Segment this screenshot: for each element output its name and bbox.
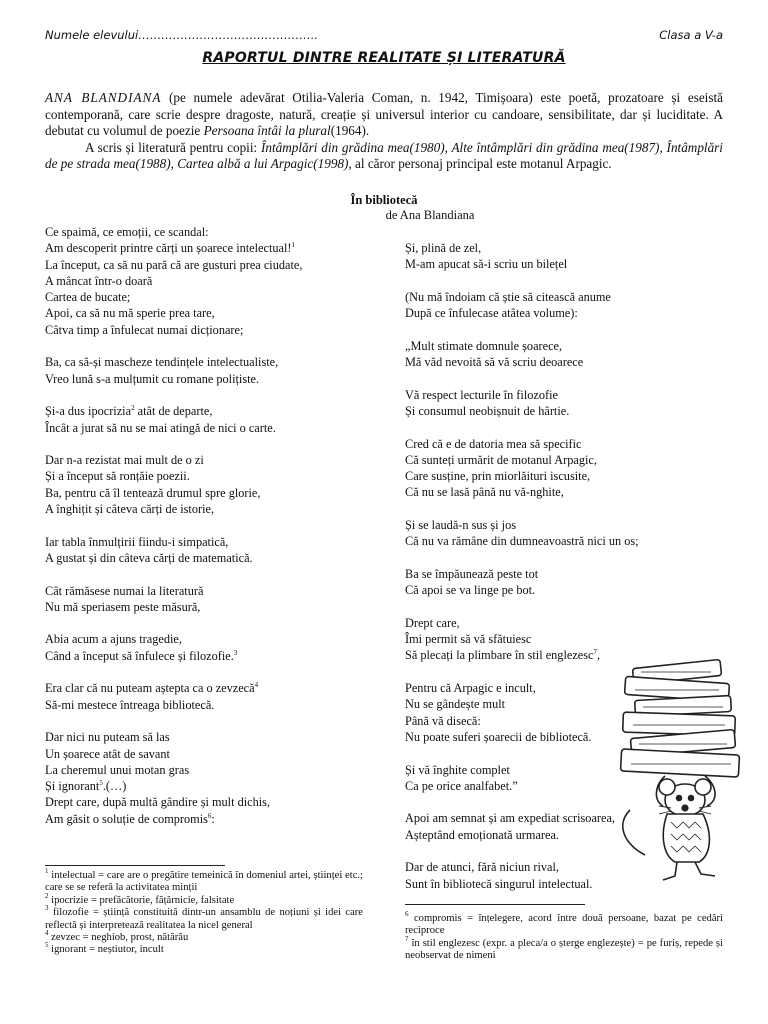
poem-line-text: atât de departe,: [134, 404, 213, 419]
footnote: [45, 891, 363, 907]
footnote-number: 5: [45, 941, 49, 950]
intro-text-2: A scris și literatură pentru copii:: [85, 139, 261, 155]
poem-line: [45, 289, 385, 305]
poem-line: [45, 273, 385, 289]
stanza-break: [45, 338, 385, 354]
footnote-text: ipocrizie = prefăcătorie, fățărnicie, falsitate: [48, 894, 235, 906]
poem-line-text: Ba, pentru că îl tentează drumul spre glorie,: [45, 485, 261, 500]
poem-line: [45, 485, 385, 501]
poem-author: de Ana Blandiana: [385, 208, 475, 222]
footnote-text: filozofie = știință constituită dintr-un ansamblu de noțiuni și idei care reflectă și interpretează realitatea la nicel general: [45, 907, 363, 931]
footnote-ref: 2: [131, 404, 135, 413]
poem-line: [405, 631, 750, 647]
footnote-ref: 7: [593, 648, 597, 657]
poem-line: [45, 631, 385, 647]
poem-line-text: Să plecați la plimbare în stil englezesc: [405, 648, 594, 663]
poem-line-text: Când a început să înfulece și filozofie.: [45, 648, 234, 663]
poem-title: În bibliotecă: [350, 193, 418, 207]
poem-line: [405, 533, 750, 549]
poem-line-text: Nu mă speriasem peste măsură,: [45, 599, 201, 614]
poem-line: [405, 240, 750, 256]
poem-line-text: Să-mi mestece întreaga bibliotecă.: [45, 697, 215, 712]
poem-line: [45, 322, 385, 338]
poem-line: [45, 354, 385, 370]
footnote-number: 4: [45, 929, 49, 938]
class-label: Clasa a V-a: [659, 28, 723, 42]
poem-line: [45, 534, 385, 550]
poem-line: [45, 452, 385, 468]
poem-line: [45, 811, 385, 827]
stanza-break: [45, 615, 385, 631]
author-intro: [45, 90, 723, 173]
poem-line-text: Cartea de bucate;: [45, 290, 131, 305]
poem-line: [405, 289, 750, 305]
poem-line: [405, 305, 750, 321]
poem-line: [45, 729, 385, 745]
footnote: [45, 904, 363, 932]
poem-line-text: Că sunteți urmărit de motanul Arpagic,: [405, 452, 597, 467]
poem-line-text: Am descoperit printre cărți un șoarece intelectual!: [45, 241, 292, 256]
stanza-break: [405, 599, 750, 615]
poem-line: [45, 762, 385, 778]
poem-line-text: Sunt în bibliotecă singurul intelectual.: [405, 876, 593, 891]
poem-line-text: Că nu va rămâne din dumneavoastră nici un os;: [405, 534, 639, 549]
poem-line-text: Apoi am semnat și am expediat scrisoarea,: [405, 811, 616, 826]
poem-line-text: Și se laudă-n sus și jos: [405, 518, 517, 533]
poem-line: [405, 517, 750, 533]
stanza-break: [405, 321, 750, 337]
intro-paragraph-1: [45, 90, 723, 140]
poem-line: [45, 501, 385, 517]
debut-year: (1964).: [330, 123, 370, 138]
footnote-number: 3: [45, 904, 49, 913]
poem-line-text: Încât a jurat să nu se mai atingă de nici o carte.: [45, 420, 276, 435]
footnotes-right: [405, 910, 723, 963]
poem-line-text: Dar n-a rezistat mai mult de o zi: [45, 453, 204, 468]
stanza-break: [405, 501, 750, 517]
poem-line-text: Dar nici nu puteam să las: [45, 730, 170, 745]
poem-line-text: După ce înfulecase atâtea volume):: [405, 306, 578, 321]
poem-line: [405, 468, 750, 484]
poem-line-text: (Nu mă îndoiam că știe să citească anume: [405, 289, 611, 304]
poem-line-text: Și ignorant: [45, 779, 100, 794]
poem-line-text: Era clar că nu puteam aștepta ca o zevzecă: [45, 681, 255, 696]
poem-line-text: „Mult stimate domnule șoarece,: [405, 338, 563, 353]
footnote-number: 6: [405, 910, 409, 918]
footnote: [45, 867, 363, 895]
poem-line-text: Așteptând emoționată urmarea.: [405, 827, 559, 842]
footnote-text: ignorant = neștiutor, incult: [48, 944, 164, 956]
poem-line: [45, 648, 385, 664]
poem-line: [405, 615, 750, 631]
poem-line-text: :: [211, 811, 215, 826]
stanza-break: [45, 436, 385, 452]
poem-line: [45, 371, 385, 387]
poem-line-text: Dar de atunci, fără niciun rival,: [405, 860, 559, 875]
footnote-ref: 6: [207, 811, 212, 820]
poem-line-text: A gustat și din câteva cărți de matematică.: [45, 550, 253, 565]
poem-line: [405, 582, 750, 598]
poem-line-text: Apoi, ca să nu mă sperie prea tare,: [45, 306, 215, 321]
poem-line-text: Ba, ca să-și mascheze tendințele intelectualiste,: [45, 355, 279, 370]
poem-line: [45, 550, 385, 566]
poem-line-text: Cred că e de datoria mea să specific: [405, 436, 582, 451]
footnote-number: 7: [405, 934, 409, 943]
poem-line-text: Abia acum a ajuns tragedie,: [45, 632, 182, 647]
poem-line: [45, 305, 385, 321]
poem-line-text: Am găsit o soluție de compromis: [45, 811, 208, 826]
poem-line-text: Ca pe orice analfabet.”: [405, 778, 518, 793]
footnote-number: 1: [45, 867, 49, 875]
poem-line: [45, 240, 385, 256]
poem-line: [45, 420, 385, 436]
poem-line-text: Îmi permit să vă sfătuiesc: [405, 632, 532, 647]
poem-line-text: A înghițit și câteva cărți de istorie,: [45, 502, 215, 517]
footnote: [45, 941, 363, 956]
poem-line: [45, 599, 385, 615]
poem-line-text: Și vă înghite complet: [405, 762, 510, 777]
stanza-break: [45, 517, 385, 533]
poem-line: [405, 566, 750, 582]
poem-line-text: Și a început să ronțăie poezii.: [45, 469, 190, 484]
footnote-ref: 1: [291, 241, 296, 250]
poem-line-text: La început, ca să nu pară că are gusturi prea ciudate,: [45, 257, 303, 272]
poem-line: [405, 436, 750, 452]
poem-line-text: Care susține, prin miorlăituri iscusite,: [405, 469, 591, 484]
intro-text-3: al căror personaj principal este motanul Arpagic.: [351, 156, 612, 171]
poem-line-text: Și consumul neobișnuit de hârtie.: [405, 403, 570, 418]
poem-line: [45, 468, 385, 484]
poem-line: [45, 680, 385, 696]
stanza-break: [405, 550, 750, 566]
poem-line-text: M-am apucat să-i scriu un bilețel: [405, 257, 568, 272]
poem-line: [45, 794, 385, 810]
poem-line: [405, 338, 750, 354]
footnote-text: intelectual = care are o pregătire temeinică în domeniul artei, științei etc.; care se se referă la activitatea minții: [45, 870, 363, 894]
poem-line: [405, 484, 750, 500]
poem-line-text: Mă văd nevoită să vă scriu deoarece: [405, 355, 584, 370]
page-title: RAPORTUL DINTRE REALITATE ȘI LITERATURĂ: [202, 50, 566, 66]
poem-line-text: Și-a dus ipocrizia: [45, 404, 132, 419]
footnotes-left: [45, 867, 363, 957]
poem-line-text: Nu poate suferi șoarecii de bibliotecă.: [405, 729, 592, 744]
poem-line-text: Drept care, după multă gândire și mult dichis,: [45, 795, 271, 810]
poem-line-text: Pentru că Arpagic e incult,: [405, 681, 536, 696]
poem-line: [45, 778, 385, 794]
children-books: Întâmplări din grădina mea(1980), Alte întâmplări din grădina mea(1987), Întâmplări de pe strada mea(1988), Cartea albă a lui Arpagic(1998),: [45, 139, 723, 171]
poem-line-text: A mâncat într-o doară: [45, 273, 153, 288]
poem-line-text: .(…): [102, 779, 127, 794]
footnote-number: 2: [45, 891, 49, 900]
poem-line-text: Un șoarece atât de savant: [45, 746, 170, 761]
poem-line-text: Și, plină de zel,: [405, 241, 482, 255]
footnote-ref: 4: [254, 681, 259, 690]
footnote-ref: 3: [233, 648, 238, 657]
poem-line-text: Vă respect lecturile în filozofie: [405, 387, 558, 402]
poem-line-text: Vreo lună s-a mulțumit cu romane polițiste.: [45, 371, 260, 386]
intro-paragraph-2: [45, 140, 723, 173]
poem-line: [405, 387, 750, 403]
footnote-ref: 5: [99, 779, 103, 788]
poem-line-text: Că apoi se va linge pe bot.: [405, 583, 536, 598]
poem-line-text: Ba se împăunează peste tot: [405, 566, 539, 581]
poem-line-text: Drept care,: [405, 615, 460, 630]
poem-line: [45, 257, 385, 273]
poem-line-text: Până vă disecă:: [405, 713, 481, 728]
footnote-text: zevzec = neghiob, prost, nătărău: [48, 932, 189, 944]
stanza-break: [405, 419, 750, 435]
poem-line: [405, 403, 750, 419]
footnote-divider-right: [405, 904, 585, 905]
poem-left-column: [45, 224, 385, 827]
footnote: [45, 929, 363, 944]
stanza-break: [45, 664, 385, 680]
mouse-carrying-books-icon: [605, 650, 765, 890]
poem-line: [405, 354, 750, 370]
footnote: [405, 910, 723, 938]
poem-line: [45, 746, 385, 762]
poem-line-text: Câtva timp a înfulecat numai dicționare;: [45, 322, 244, 337]
footnote-text: în stil englezesc (expr. a pleca/a o șterge englezește) = pe furiș, repede și neobservat de nimeni: [405, 937, 723, 962]
stanza-break: [45, 566, 385, 582]
footnote: [405, 934, 723, 963]
poem-line: [45, 583, 385, 599]
poem-line: [45, 224, 385, 240]
stanza-break: [45, 713, 385, 729]
stanza-break: [405, 273, 750, 289]
poem-line-text: Ce spaimă, ce emoții, ce scandal:: [45, 225, 209, 239]
poem-line-text: La cheremul unui motan gras: [45, 762, 190, 777]
stanza-break: [45, 387, 385, 403]
poem-line-text: Că nu se lasă până nu vă-nghite,: [405, 485, 564, 500]
poem-line: [405, 452, 750, 468]
poem-line: [405, 256, 750, 272]
poem-line: [45, 403, 385, 419]
poem-line-text: Cât rămăsese numai la literatură: [45, 583, 204, 598]
intro-text-1: (pe numele adevărat Otilia-Valeria Coman, n. 1942, Timișoara) este poetă, prozatoare și eseistă contemporană, care scrie despre dragoste, natură, creație și universul interior cu candoare, sensibilitate, dar și luciditate. A debutat cu volumul de poezie: [45, 90, 723, 138]
author-name: ANA BLANDIANA: [45, 90, 162, 105]
footnote-text: compromis = înțelegere, acord între două persoane, bazat pe cedări reciproce: [405, 913, 723, 937]
student-name-field: Numele elevului………………………………………..: [45, 28, 319, 42]
debut-book: Persoana întâi la plural: [203, 123, 331, 138]
poem-line-text: Nu se gândește mult: [405, 697, 506, 712]
stanza-break: [405, 370, 750, 386]
poem-line: [45, 697, 385, 713]
poem-line-text: ,: [596, 648, 601, 663]
poem-line-text: Iar tabla înmulțirii fiindu-i simpatică,: [45, 534, 229, 549]
footnote-divider-left: [45, 865, 225, 866]
